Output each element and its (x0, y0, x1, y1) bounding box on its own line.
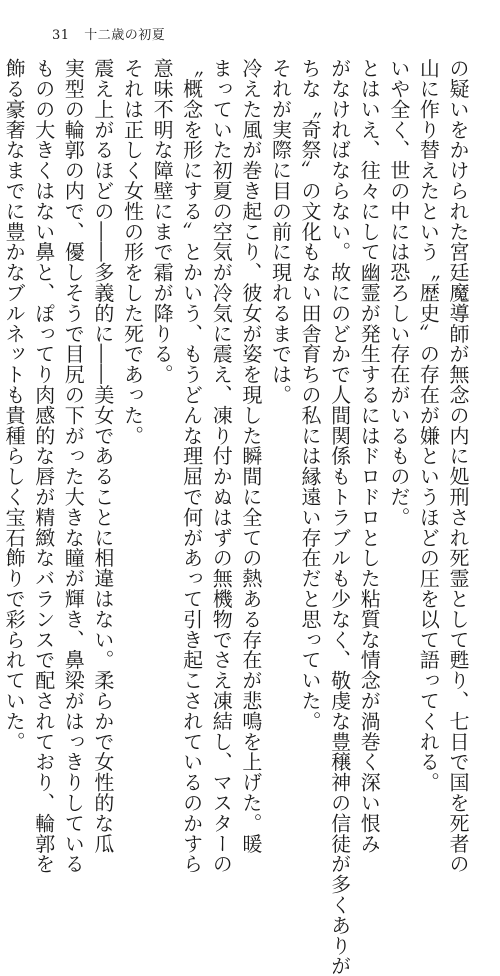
text-line: 意味不明な障壁にまで霜が降りる。 (150, 58, 175, 385)
text-line: 震え上がるほどの――多義的に――美女であることに相違はない。柔らかで女性的な瓜 (90, 58, 115, 854)
text-line: 飾る豪奢なまでに豊かなブルネットも貴種らしく宝石飾りで彩られていた。 (2, 58, 27, 752)
text-line: 冷えた風が巻き起こり、彼女が姿を現した瞬間に全ての熱ある存在が悲鳴を上げた。暖 (238, 58, 263, 854)
text-line: の疑いをかけられた宮廷魔導師が無念の内に処刑され死霊として甦り、七日で国を死者の (446, 58, 470, 874)
text-line: それが実際に目の前に現れるまでは。 (268, 58, 293, 405)
chapter-title: 十二歳の初夏 (84, 28, 166, 43)
text-line: がなければならない。故にのどかで人間関係もトラブルも少なく、敬虔な豊穣神の信徒が多くありが (327, 58, 352, 976)
text-line: 山に作り替えたという〝歴史〟の存在が嫌というほどの圧を以て語ってくれる。 (416, 58, 441, 793)
page-number: 31 (52, 28, 70, 43)
text-line: とはいえ、往々にして幽霊が発生するにはドロドロとした粘質な情念が渦巻く深い恨み (357, 58, 382, 854)
page-header (52, 24, 165, 43)
text-line: ちな〝奇祭〟の文化もない田舎育ちの私には縁遠い存在だと思っていた。 (298, 58, 323, 732)
text-line: 実型の輪郭の内で、優しそうで目尻の下がった大きな瞳が輝き、鼻梁がはっきりしている (61, 58, 86, 874)
text-line: まっていた初夏の空気が冷気に震え、凍り付かぬはずの無機物でさえ凍結し、マスターの (209, 58, 234, 874)
text-line: いや全く、世の中には恐ろしい存在がいるものだ。 (386, 58, 411, 528)
vertical-body-text (2, 58, 472, 976)
text-line: それは正しく女性の形をした死であった。 (120, 58, 145, 446)
text-line: 〝概念を形にする〟とかいう、もうどんな理屈で何があって引き起こされているのかすら (179, 58, 204, 874)
text-line: ものの大きくはない鼻と、ぽってり肉感的な唇が精緻なバランスで配されており、輪郭を (31, 58, 56, 874)
